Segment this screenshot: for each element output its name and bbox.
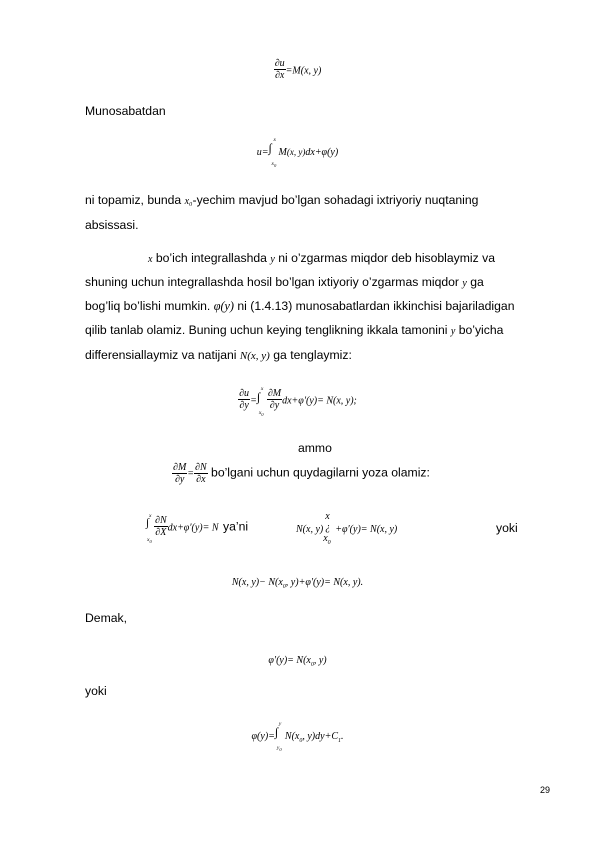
page-number: 29 [540,785,551,795]
paragraph-yoki: yoki [85,684,107,698]
equation-du-dx: $\frac{\partial u}{\partial x}$ =M(x, y) [274,58,322,81]
paragraph-demak: Demak, [85,611,127,625]
paragraph-bunda-line1: ni topamiz, bunda x₀-yechim mavjud bo’lgan sohadagi ixtriyoriy nuqtaning [85,193,479,207]
paragraph-integrallash-line2: shuning uchun integrallashda hosil bo’lgan ixtiyoriy o’zgarmas miqdor y ga [85,275,484,289]
paragraph-bunda-line2: absissasi. [85,218,139,232]
paragraph-integrallash-line1: x bo’ich integrallashda y ni o’zgarmas miqdor deb hisoblaymiz va [148,251,495,265]
equation-phi-integral: φ(y)= ∫ y $y_0$ $N(x_0$, $y)dy+C_1$. [251,721,344,753]
equation-n-evaluated: N(x, y) x ¿ $x_0$ +φ′(y)= N(x, y) [296,511,398,546]
paragraph-integrallash-line3: bog’liq bo’lishi mumkin. φ(y) ni (1.4.13) munosabatlardan ikkinchisi bajariladigan [85,299,515,313]
equation-dn-dx-integral: ∫ x $x_0$ $\frac{\partial N}{\partial X}$ dx+φ′(y)= N ya’ni [146,512,249,544]
equation-u-integral: u= ∫ x $x_0$ M(x, y)dx+φ(y) [256,137,339,169]
paragraph-integrallash-line4: qilib tanlab olamiz. Buning uchun keying tenglikning ikkala tamonini y bo’yicha [85,323,504,337]
equation-dm-dy-dn-dx: $\frac{\partial M}{\partial y}$ = $\frac{\partial N}{\partial x}$ bo’lgani uchun quydagilarni yoza olamiz: [173,462,430,485]
equation-n-difference: N(x, $y)- N(x_0$, y)+φ′(y)= N(x, y). [231,577,364,590]
equation-phi-prime: $\varphi'(y)= N(x_0$, y) [268,655,327,668]
paragraph-munosabatdan: Munosabatdan [85,104,166,118]
word-yoki-inline: yoki [496,521,518,535]
equation-du-dy: $\frac{\partial u}{\partial y}$ = ∫ x $x_0$ $\frac{\partial M}{\partial y}$ dx+φ′(y)= N(x, y); [239,385,357,417]
word-ammo: ammo [298,441,332,455]
paragraph-integrallash-line5: differensiallaymiz va natijani N(x, y) ga tenglaymiz: [85,348,352,362]
